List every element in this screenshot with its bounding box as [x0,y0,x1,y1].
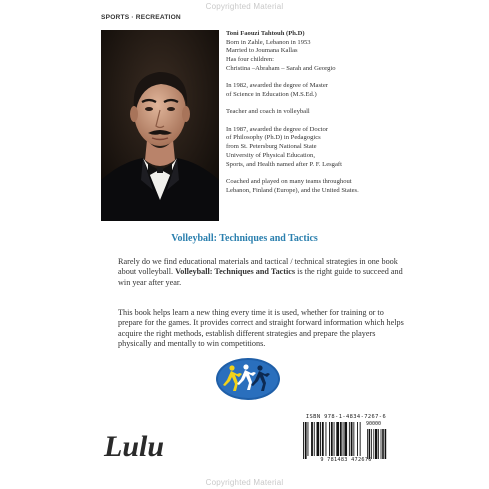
barcode-bar [314,422,315,456]
bio-line: Coached and played on many teams throughout [226,177,352,185]
barcode-addon-bar [381,429,382,459]
author-bio [226,30,396,195]
book-title: Volleyball: Techniques and Tactics [171,233,318,244]
barcode-bar [311,422,313,456]
barcode-bar [317,422,320,456]
bio-line: Married to Joumana Kallas [226,47,298,55]
barcode-addon-bar [373,429,374,459]
barcode-bar [349,422,350,456]
author-photo [101,30,219,221]
barcode-bar [357,422,358,456]
bio-line: Lebanon, Finland (Europe), and the United States. [226,186,359,194]
isbn-text: ISBN 978-1-4834-7267-6 [305,414,387,420]
blurb-book-title: Volleyball: Techniques and Tactics [175,267,296,277]
barcode-bar [351,422,353,456]
barcode-bar [360,422,361,456]
barcode-bar [305,422,307,459]
bio-line: Born in Zahle, Lebanon in 1953 [226,38,311,46]
barcode-bar [344,422,347,456]
barcode-addon-bar [382,429,384,459]
bio-line: In 1982, awarded the degree of Master [226,82,328,90]
bio-line: In 1987, awarded the degree of Doctor [226,125,328,133]
barcode-bar [331,422,333,456]
blurb-paragraph-2: This book helps learn a new thing every time it is used, whether for training or to prepare for the games. It provides correct and straight forward information which helps acquire the right methods, establish different strategies and prepare the players physically and mentally to win competitions. [118,308,404,349]
barcode-bar [343,422,344,456]
barcode-bar [340,422,342,456]
barcode-bar [353,422,354,456]
runners-logo-icon [215,357,281,401]
price-code: 90000 [366,421,382,427]
barcode-bar [326,422,327,456]
barcode-bar [329,422,330,456]
lulu-publisher-logo [102,425,174,465]
barcode-addon-bar [371,429,372,459]
barcode-number: 9 781483 472676 [320,457,372,463]
watermark-bottom: Copyrighted Material [205,478,284,487]
bio-line: University of Physical Education, [226,151,315,159]
barcode-addon-bar [367,429,368,459]
bio-line: from St. Petersburg National State [226,143,317,151]
blurb-text: Rarely do we find educational materials and tactical / technical strategies in one book about volleyball. [118,257,398,277]
barcode-bar [322,422,324,456]
bio-line: Sports, and Health named after P. F. Lesgaft [226,160,342,168]
barcode-bar [336,422,339,456]
barcode-bar [334,422,335,456]
barcode-addon-bar [385,429,387,459]
barcode-addon-bar [378,429,379,459]
lulu-logo-text: Lulu [104,430,165,463]
bio-line: of Philosophy (Ph.D) in Pedagogics [226,134,321,142]
bio-line: Teacher and coach in volleyball [226,108,310,116]
bio-line: Christina –Abraham – Sarah and Georgio [226,64,336,72]
barcode-addon-bar [375,429,377,459]
bio-line: Has four children: [226,56,274,64]
blurb-text: is the right guide to succeed and win year after year. [118,267,403,287]
bio-line: of Science in Education (M.S.Ed.) [226,90,317,98]
category-label: SPORTS · RECREATION [101,14,181,21]
author-name: Toni Faouzi Tahtouh (Ph.D) [226,30,305,37]
watermark-top: Copyrighted Material [205,2,284,11]
barcode-bar [303,422,304,459]
author-portrait-illustration [101,30,219,221]
barcode-bar [320,422,321,456]
blurb-paragraph-1 [118,257,408,288]
barcode-addon-bar [369,429,371,459]
barcode-bar [308,422,309,456]
